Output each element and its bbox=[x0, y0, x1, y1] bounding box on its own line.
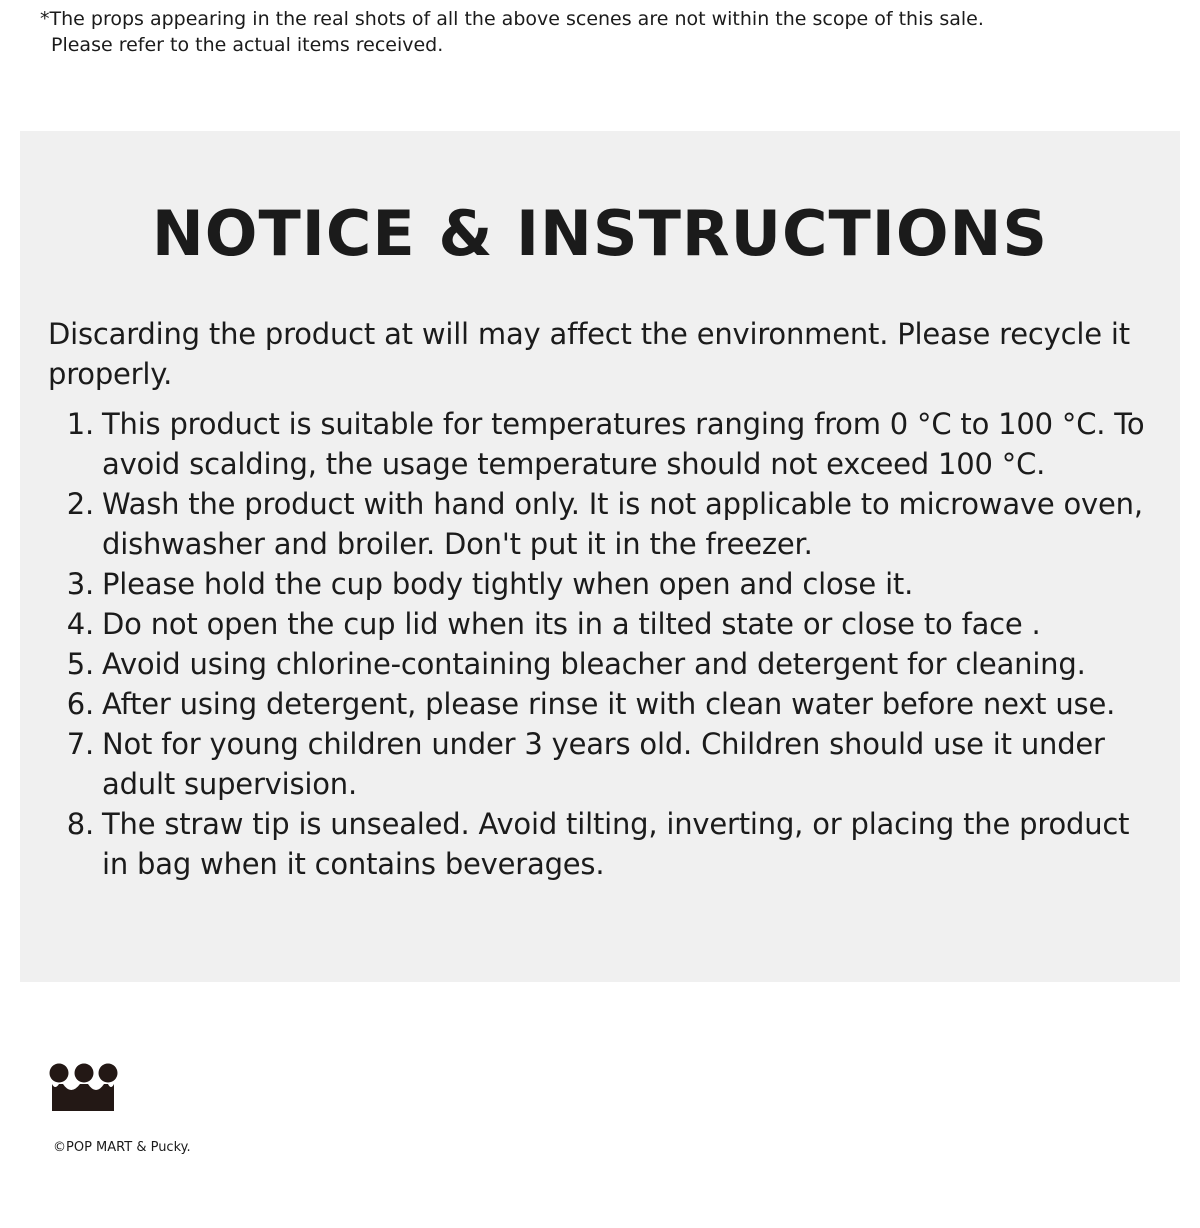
instruction-text: Avoid using chlorine-containing bleacher and detergent for cleaning. bbox=[102, 647, 1086, 681]
instruction-text: After using detergent, please rinse it with clean water before next use. bbox=[102, 687, 1116, 721]
instruction-item bbox=[48, 724, 1158, 804]
instructions-list bbox=[48, 404, 1158, 884]
instruction-number: 3. bbox=[66, 567, 94, 601]
instruction-item bbox=[48, 484, 1158, 564]
instruction-item bbox=[48, 804, 1158, 884]
instruction-text: This product is suitable for temperatures ranging from 0 °C to 100 °C. To avoid scalding, the usage temperature should not exceed 100 °C. bbox=[102, 407, 1145, 481]
instruction-number: 6. bbox=[66, 687, 94, 721]
pop-mart-logo-icon bbox=[49, 1062, 119, 1114]
instruction-text: Do not open the cup lid when its in a tilted state or close to face . bbox=[102, 607, 1041, 641]
instruction-item bbox=[48, 604, 1158, 644]
instruction-text: Please hold the cup body tightly when open and close it. bbox=[102, 567, 914, 601]
copyright-text: ©POP MART & Pucky. bbox=[53, 1140, 191, 1155]
instruction-number: 4. bbox=[66, 607, 94, 641]
instruction-number: 1. bbox=[66, 407, 94, 441]
instruction-text: Wash the product with hand only. It is not applicable to microwave oven, dishwasher and broiler. Don't put it in the freezer. bbox=[102, 487, 1143, 561]
notice-title: NOTICE & INSTRUCTIONS bbox=[151, 197, 1049, 270]
instruction-item bbox=[48, 684, 1158, 724]
instruction-number: 7. bbox=[66, 727, 94, 761]
instruction-item bbox=[48, 404, 1158, 484]
instruction-text: Not for young children under 3 years old. Children should use it under adult supervision. bbox=[102, 727, 1105, 801]
instruction-number: 5. bbox=[66, 647, 94, 681]
instruction-number: 8. bbox=[66, 807, 94, 841]
disclaimer-line-1: *The props appearing in the real shots of all the above scenes are not within the scope of this sale. bbox=[40, 8, 984, 30]
instruction-item bbox=[48, 564, 1158, 604]
instruction-number: 2. bbox=[66, 487, 94, 521]
instruction-item bbox=[48, 644, 1158, 684]
instruction-text: The straw tip is unsealed. Avoid tilting, inverting, or placing the product in bag when it contains beverages. bbox=[102, 807, 1130, 881]
disclaimer bbox=[40, 6, 1160, 58]
notice-intro: Discarding the product at will may affect the environment. Please recycle it properly. bbox=[48, 317, 1130, 391]
disclaimer-line-2: Please refer to the actual items received. bbox=[51, 34, 444, 56]
